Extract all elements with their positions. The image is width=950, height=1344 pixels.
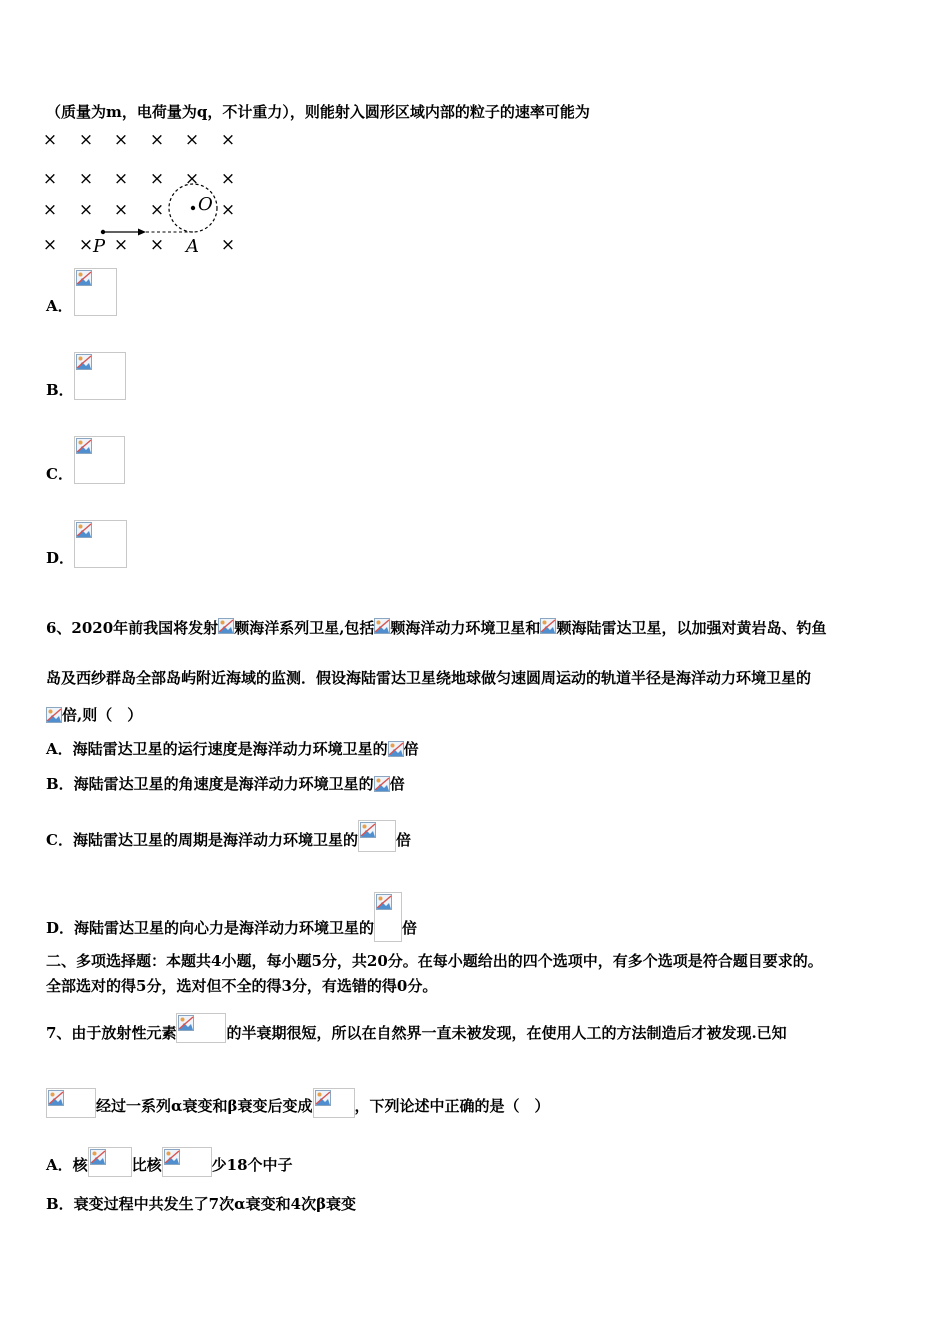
- broken-image-icon: [376, 894, 392, 910]
- inline-formula-image: [88, 1147, 132, 1177]
- section-2-instructions-line-1: 二、多项选择题：本题共4小题，每小题5分，共20分。在每小题给出的四个选项中，有多个选项是符合题目要求的。: [46, 952, 823, 970]
- field-cross: ×: [220, 130, 236, 150]
- center-dot: [191, 206, 195, 210]
- inline-formula-image: [374, 618, 390, 638]
- inline-formula-image: [162, 1147, 212, 1177]
- magnetic-field-figure: [40, 126, 245, 258]
- q5-option-a-label[interactable]: A．: [46, 297, 73, 315]
- field-cross: ×: [42, 169, 58, 189]
- broken-image-icon: [76, 522, 92, 538]
- field-cross: ×: [113, 169, 129, 189]
- q7-line-2: 经过一系列α衰变和β衰变后变成 ，下列论述中正确的是（ ）: [46, 1088, 550, 1116]
- q6-option-b[interactable]: B．海陆雷达卫星的角速度是海洋动力环境卫星的 倍: [46, 775, 405, 793]
- field-cross: ×: [149, 235, 165, 255]
- field-cross: ×: [78, 130, 94, 150]
- broken-image-icon: [218, 618, 234, 634]
- q6-option-c[interactable]: C．海陆雷达卫星的周期是海洋动力环境卫星的 倍: [46, 820, 411, 850]
- broken-image-icon: [164, 1149, 180, 1165]
- field-cross: ×: [184, 130, 200, 150]
- q6-line-3: 倍,则（ ）: [46, 705, 142, 725]
- broken-image-icon: [388, 741, 404, 757]
- broken-image-icon: [76, 270, 92, 286]
- broken-image-icon: [540, 618, 556, 634]
- field-cross: ×: [149, 200, 165, 220]
- broken-image-icon: [374, 776, 390, 792]
- inline-formula-image: [313, 1088, 355, 1118]
- label-a: A: [186, 236, 199, 257]
- inline-formula-image: [176, 1013, 226, 1043]
- q6-line-1: 6、2020年前我国将发射 颗海洋系列卫星,包括 颗海洋动力环境卫星和 颗海陆雷达卫星，以加强对黄岩岛、钓鱼: [46, 619, 827, 637]
- inline-formula-image: [374, 892, 402, 942]
- label-p: P: [93, 236, 106, 257]
- inline-formula-image: [540, 618, 556, 638]
- broken-image-icon: [48, 1090, 64, 1106]
- q5-option-d-label[interactable]: D．: [46, 549, 75, 567]
- q5-option-c-label[interactable]: C．: [46, 465, 73, 483]
- field-cross: ×: [42, 235, 58, 255]
- inline-formula-image: [46, 707, 62, 725]
- field-cross: ×: [78, 235, 94, 255]
- q6-option-d[interactable]: D．海陆雷达卫星的向心力是海洋动力环境卫星的 倍: [46, 892, 417, 938]
- field-cross: ×: [220, 200, 236, 220]
- q7-option-b[interactable]: B．衰变过程中共发生了7次α衰变和4次β衰变: [46, 1195, 357, 1213]
- q5-option-c-image: [74, 436, 125, 484]
- label-o: O: [198, 194, 213, 215]
- q7-line-1: 7、由于放射性元素 的半衰期很短，所以在自然界一直未被发现，在使用人工的方法制造后才被发现.已知: [46, 1013, 787, 1043]
- inline-formula-image: [358, 820, 396, 852]
- broken-image-icon: [90, 1149, 106, 1165]
- inline-formula-image: [374, 776, 390, 794]
- inline-formula-image: [388, 741, 404, 759]
- broken-image-icon: [360, 822, 376, 838]
- field-cross: ×: [42, 200, 58, 220]
- field-cross: ×: [149, 130, 165, 150]
- q5-intro: （质量为m，电荷量为q，不计重力），则能射入圆形区域内部的粒子的速率可能为: [46, 103, 590, 121]
- broken-image-icon: [315, 1090, 331, 1106]
- field-cross: ×: [78, 169, 94, 189]
- q7-option-a[interactable]: A．核 比核 少18个中子: [46, 1147, 293, 1175]
- broken-image-icon: [374, 618, 390, 634]
- q5-option-b-label[interactable]: B．: [46, 381, 74, 399]
- field-cross: ×: [42, 130, 58, 150]
- field-cross: ×: [220, 169, 236, 189]
- broken-image-icon: [178, 1015, 194, 1031]
- field-cross: ×: [78, 200, 94, 220]
- q6-option-a[interactable]: A．海陆雷达卫星的运行速度是海洋动力环境卫星的 倍: [46, 740, 419, 758]
- broken-image-icon: [46, 707, 62, 723]
- q5-option-d-image: [74, 520, 127, 568]
- field-cross: ×: [113, 130, 129, 150]
- inline-formula-image: [46, 1088, 96, 1118]
- field-cross: ×: [184, 169, 200, 189]
- inline-formula-image: [218, 618, 234, 638]
- broken-image-icon: [76, 354, 92, 370]
- section-2-instructions-line-2: 全部选对的得5分，选对但不全的得3分，有选错的得0分。: [46, 977, 438, 995]
- q6-line-2: 岛及西纱群岛全部岛屿附近海域的监测．假设海陆雷达卫星绕地球做匀速圆周运动的轨道半径是海洋动力环境卫星的: [46, 669, 812, 687]
- q5-option-a-image: [74, 268, 117, 316]
- field-cross: ×: [220, 235, 236, 255]
- broken-image-icon: [76, 438, 92, 454]
- q5-option-b-image: [74, 352, 126, 400]
- field-cross: ×: [113, 235, 129, 255]
- field-cross: ×: [113, 200, 129, 220]
- field-cross: ×: [149, 169, 165, 189]
